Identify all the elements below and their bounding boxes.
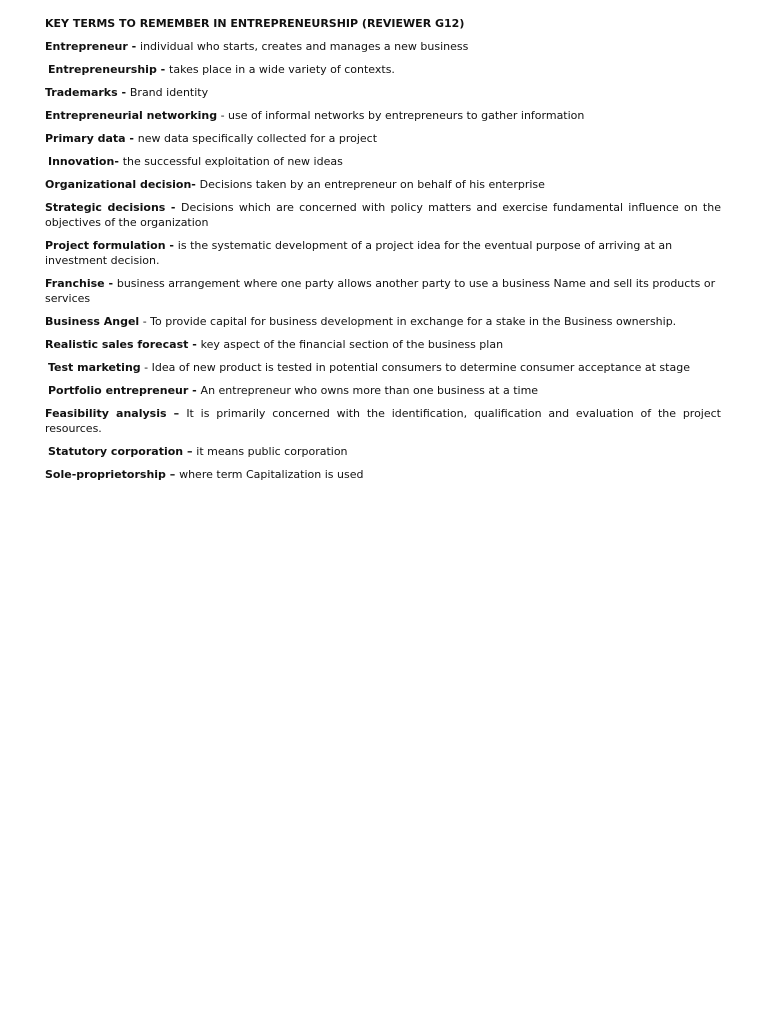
term-entry-feasibility-analysis (45, 406, 721, 436)
term-label: Portfolio entrepreneur - (48, 384, 201, 397)
term-entry-portfolio-entrepreneur (45, 383, 721, 398)
term-definition: - To provide capital for business development in exchange for a stake in the Business ownership. (139, 315, 677, 328)
term-entry-test-marketing (45, 360, 721, 375)
document-title: KEY TERMS TO REMEMBER IN ENTREPRENEURSHIP (REVIEWER G12) (45, 17, 465, 30)
term-label: Franchise - (45, 277, 117, 290)
document-page (45, 16, 721, 490)
term-label: Organizational decision- (45, 178, 200, 191)
term-definition: - use of informal networks by entrepreneurs to gather information (217, 109, 585, 122)
term-label: Entrepreneurship - (48, 63, 170, 76)
term-entry-statutory-corporation (45, 444, 721, 459)
term-entry-primary-data (45, 131, 721, 146)
term-entry-trademarks (45, 85, 721, 100)
term-definition: business arrangement where one party allows another party to use a business Name and sell its products or services (45, 277, 716, 305)
term-entry-innovation (45, 154, 721, 169)
term-label: Primary data - (45, 132, 138, 145)
term-definition: new data specifically collected for a project (137, 132, 378, 145)
term-label: Sole-proprietorship – (45, 468, 180, 481)
term-definition: It is primarily concerned with the identification, qualification and evaluation of the project resources. (45, 407, 721, 435)
term-definition: Brand identity (129, 86, 209, 99)
term-label: Business Angel (45, 315, 140, 328)
term-definition: An entrepreneur who owns more than one business at a time (200, 384, 539, 397)
term-entry-realistic-sales-forecast (45, 337, 721, 352)
term-label: Feasibility analysis – (45, 407, 187, 420)
term-entry-business-angel (45, 314, 721, 329)
term-label: Entrepreneurial networking (45, 109, 218, 122)
term-label: Strategic decisions - (45, 201, 182, 214)
term-definition: Decisions taken by an entrepreneur on behalf of his enterprise (199, 178, 545, 191)
term-entry-entrepreneurial-networking (45, 108, 721, 123)
term-entry-strategic-decisions (45, 200, 721, 230)
term-label: Test marketing (48, 361, 141, 374)
term-entry-franchise (45, 276, 721, 306)
term-definition: is the systematic development of a project idea for the eventual purpose of arriving at an investment decision. (45, 239, 673, 267)
term-entry-sole-proprietorship (45, 467, 721, 482)
term-definition: key aspect of the financial section of the business plan (200, 338, 504, 351)
term-definition: it means public corporation (196, 445, 348, 458)
term-label: Statutory corporation – (48, 445, 197, 458)
term-label: Trademarks - (45, 86, 130, 99)
term-entry-entrepreneurship (45, 62, 721, 77)
term-label: Realistic sales forecast - (45, 338, 201, 351)
term-definition: the successful exploitation of new ideas (122, 155, 343, 168)
term-label: Innovation- (48, 155, 123, 168)
term-definition: where term Capitalization is used (179, 468, 364, 481)
term-definition: Decisions which are concerned with policy matters and exercise fundamental influence on the objectives of the organization (45, 201, 721, 229)
term-label: Project formulation - (45, 239, 178, 252)
term-label: Entrepreneur - (45, 40, 141, 53)
term-definition: individual who starts, creates and manages a new business (140, 40, 469, 53)
term-definition: - Idea of new product is tested in potential consumers to determine consumer acceptance at stage (140, 361, 690, 374)
term-entry-project-formulation (45, 238, 721, 268)
term-definition: takes place in a wide variety of contexts. (169, 63, 395, 76)
term-entry-entrepreneur (45, 39, 721, 54)
term-entry-organizational-decision (45, 177, 721, 192)
